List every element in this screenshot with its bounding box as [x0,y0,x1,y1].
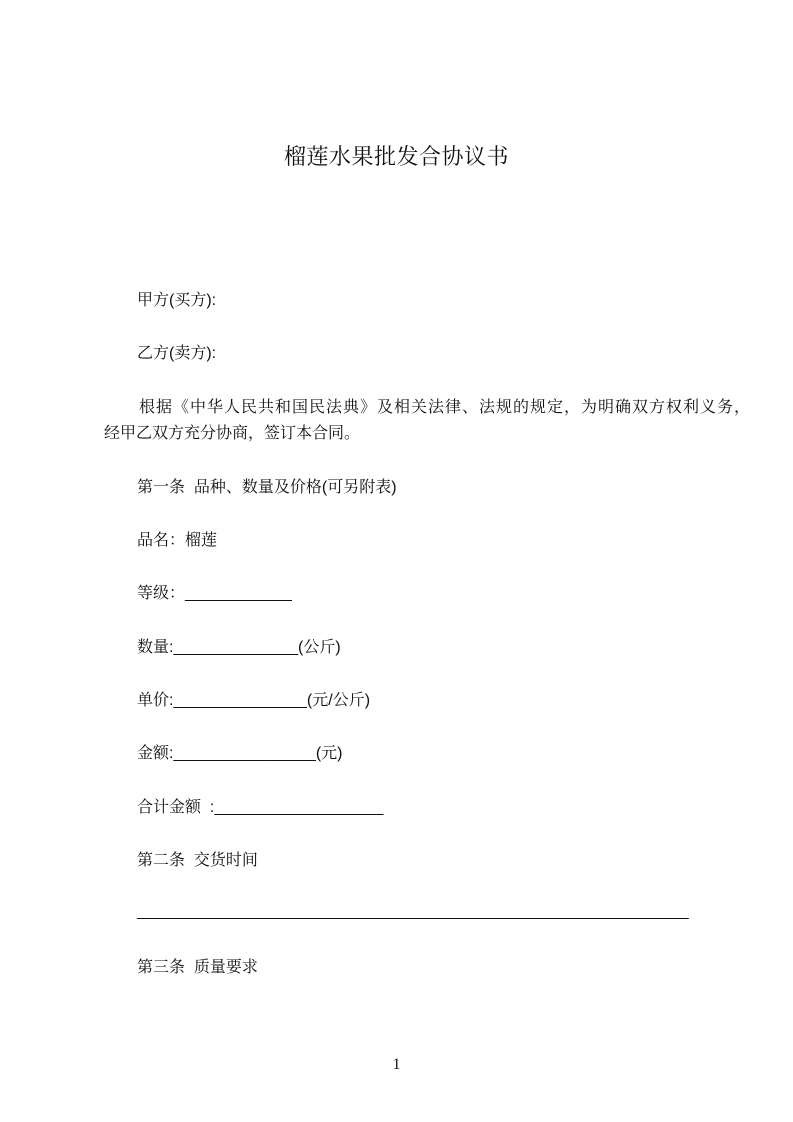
product-name-field: 品名：榴莲 [137,532,218,549]
party-b-label: 乙方(卖方): [137,345,217,362]
amount-field: 金额:________________(元) [137,745,343,762]
unit-price-field: 单价:_______________(元/公斤) [137,692,371,709]
article-2-heading: 第二条 交货时间 [137,852,258,869]
document-title: 榴莲水果批发合协议书 [283,144,509,169]
party-a-label: 甲方(买方): [137,292,217,309]
delivery-time-blank: ______________________________________________________________ [137,903,689,920]
article-3-heading: 第三条 质量要求 [137,959,258,976]
total-amount-field: 合计金额 :___________________ [137,799,384,816]
page-number: 1 [392,1056,401,1073]
quantity-field: 数量:______________(公斤) [137,639,341,656]
intro-paragraph-line-2: 经甲乙双方充分协商，签订本合同。 [104,425,361,442]
grade-field: 等级：____________ [137,585,292,602]
intro-paragraph-line-1: 根据《中华人民共和国民法典》及相关法律、法规的规定，为明确双方权利义务， [139,399,752,416]
article-1-heading: 第一条 品种、数量及价格(可另附表) [137,479,397,496]
